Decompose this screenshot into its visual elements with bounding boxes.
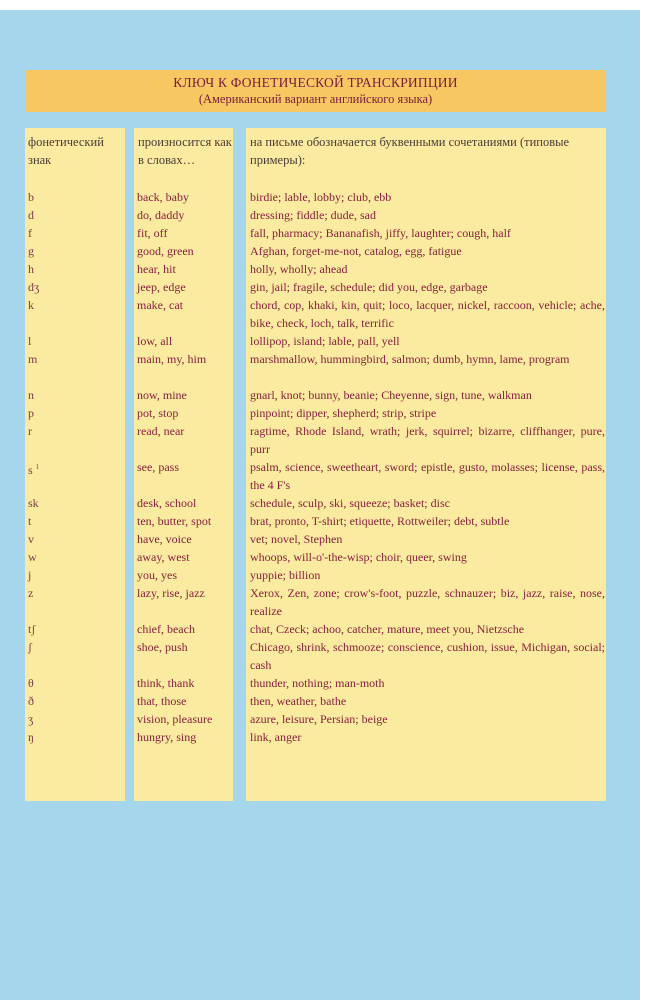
phonetic-symbol-text: θ xyxy=(28,676,34,690)
example-words: fit, off xyxy=(137,226,168,240)
example-words: read, near xyxy=(137,424,185,438)
phonetic-symbol xyxy=(28,710,33,728)
example-words: jeep, edge xyxy=(137,280,186,294)
page-header xyxy=(25,70,606,112)
spelling-examples: vet; novel, Stephen xyxy=(250,532,343,546)
spelling-examples: pinpoint; dipper, shepherd; strip, stripe xyxy=(250,406,437,420)
phonetic-symbol-text: p xyxy=(28,406,34,420)
phonetic-symbol-text: ʒ xyxy=(28,712,34,726)
phonetic-symbol-text: t xyxy=(28,514,32,528)
phonetic-symbol xyxy=(28,530,34,548)
phonetic-symbol-text: m xyxy=(28,352,38,366)
phonetic-symbol xyxy=(28,422,32,440)
spelling-examples: psalm, science, sweetheart, sword; epistle, gusto, molasses; license, pass, the 4 F's xyxy=(250,460,605,492)
symbol-column-header: фонетический знак xyxy=(28,135,104,167)
phonetic-symbol xyxy=(28,692,34,710)
phonetic-symbol-text: ŋ xyxy=(28,730,34,744)
phonetic-symbol-text: v xyxy=(28,532,34,546)
phonetic-symbol-text: w xyxy=(28,550,37,564)
spelling-examples: link, anger xyxy=(250,730,302,744)
phonetic-symbol-text: g xyxy=(28,244,34,258)
phonetic-symbol xyxy=(28,494,39,512)
example-words: now, mine xyxy=(137,388,187,402)
phonetic-symbol-text: ʃ xyxy=(28,640,32,654)
example-words: good, green xyxy=(137,244,194,258)
spelling-examples: thunder, nothing; man-moth xyxy=(250,676,385,690)
example-words: lazy, rise, jazz xyxy=(137,586,205,600)
page-subtitle: (Американский вариант английского языка) xyxy=(198,92,433,106)
page-title: КЛЮЧ К ФОНЕТИЧЕСКОЙ ТРАНСКРИПЦИИ xyxy=(173,75,458,90)
spelling-examples: gin, jail; fragile, schedule; did you, edge, garbage xyxy=(250,280,488,294)
example-words: shoe, push xyxy=(137,640,188,654)
example-words: pot, stop xyxy=(137,406,179,420)
spelling-examples: then, weather, bathe xyxy=(250,694,347,708)
spelling-examples: ragtime, Rhode Island, wrath; jerk, squirrel; bizarre, cliffhanger, pure, purr xyxy=(250,424,605,456)
example-words: do, daddy xyxy=(137,208,185,222)
example-words: have, voice xyxy=(137,532,192,546)
phonetic-symbol-text: z xyxy=(28,586,34,600)
phonetic-symbol-text: n xyxy=(28,388,34,402)
spelling-examples: fall, pharmacy; Bananafish, jiffy, laughter; cough, half xyxy=(250,226,511,240)
spelling-examples: Afghan, forget-me-not, catalog, egg, fatigue xyxy=(250,244,462,258)
example-words: hungry, sing xyxy=(137,730,197,744)
phonetic-symbol xyxy=(28,260,34,278)
phonetic-symbol-text: ð xyxy=(28,694,34,708)
phonetic-symbol-text: d xyxy=(28,208,34,222)
phonetic-symbol xyxy=(28,332,31,350)
spelling-examples: gnarl, knot; bunny, beanie; Cheyenne, sign, tune, walkman xyxy=(250,388,532,402)
phonetic-symbol-text: sk xyxy=(28,496,39,510)
spelling-examples: holly, wholly; ahead xyxy=(250,262,348,276)
phonetic-symbol xyxy=(28,638,32,656)
phonetic-symbol-text: r xyxy=(28,424,32,438)
spelling-examples: lollipop, island; lable, pall, yell xyxy=(250,334,400,348)
spelling-examples: whoops, will-o'-the-wisp; choir, queer, swing xyxy=(250,550,467,564)
phonetic-symbol-text: f xyxy=(28,226,32,240)
examples-column-header: произносится как в словах… xyxy=(138,135,232,167)
phonetic-symbol xyxy=(28,566,31,584)
phonetic-symbol xyxy=(28,548,37,566)
phonetic-symbol-text: l xyxy=(28,334,32,348)
example-words: main, my, him xyxy=(137,352,207,366)
spelling-examples: dressing; fiddle; dude, sad xyxy=(250,208,376,222)
phonetic-symbol xyxy=(28,386,34,404)
symbol-column-bg xyxy=(25,128,125,801)
example-words: desk, school xyxy=(137,496,197,510)
example-words: see, pass xyxy=(137,460,179,474)
example-words: away, west xyxy=(137,550,190,564)
spelling-examples: chord, cop, khaki, kin, quit; loco, lacquer, nickel, raccoon, vehicle; ache, bike, check, loch, talk, terrific xyxy=(250,298,605,330)
example-words: make, cat xyxy=(137,298,183,312)
spelling-examples: Xerox, Zen, zone; crow's-foot, puzzle, schnauzer; biz, jazz, raise, nose, realize xyxy=(250,586,605,618)
spelling-examples: schedule, sculp, ski, squeeze; basket; disc xyxy=(250,496,450,510)
phonetic-symbol xyxy=(28,242,34,260)
phonetic-symbol xyxy=(28,404,34,422)
phonetic-symbol xyxy=(28,224,32,242)
example-words: vision, pleasure xyxy=(137,712,213,726)
example-words: ten, butter, spot xyxy=(137,514,212,528)
example-words: think, thank xyxy=(137,676,195,690)
phonetic-symbol xyxy=(28,206,34,224)
phonetic-symbol-text: tʃ xyxy=(28,622,36,636)
phonetic-symbol xyxy=(28,512,31,530)
spelling-examples: brat, pronto, T-shirt; etiquette, Rottweiler; debt, subtle xyxy=(250,514,510,528)
phonetic-symbol xyxy=(28,296,34,314)
phonetic-symbol xyxy=(28,620,35,638)
phonetic-symbol-text: j xyxy=(28,568,32,582)
spelling-examples: azure, leisure, Persian; beige xyxy=(250,712,388,726)
footnote-marker: 1 xyxy=(35,463,40,471)
phonetic-symbol-text: h xyxy=(28,262,34,276)
example-words: chief, beach xyxy=(137,622,195,636)
phonetic-symbol xyxy=(28,278,39,296)
example-words: you, yes xyxy=(137,568,177,582)
spelling-examples: chat, Czeck; achoo, catcher, mature, meet you, Nietzsche xyxy=(250,622,525,636)
example-words: that, those xyxy=(137,694,187,708)
phonetic-symbol-text: dʒ xyxy=(28,280,40,294)
spelling-examples: marshmallow, hummingbird, salmon; dumb, hymn, lame, program xyxy=(250,352,570,366)
phonetic-symbol xyxy=(28,584,33,602)
example-words: low, all xyxy=(137,334,173,348)
spelling-examples: yuppie; billion xyxy=(250,568,321,582)
example-words: back, baby xyxy=(137,190,189,204)
spelling-examples: Chicago, shrink, schmooze; conscience, cushion, issue, Michigan, social; cash xyxy=(250,640,605,672)
phonetic-symbol xyxy=(28,350,37,368)
phonetic-symbol-text: s xyxy=(28,463,33,477)
phonetic-symbol xyxy=(28,188,34,206)
phonetic-symbol xyxy=(28,674,34,692)
spelling-examples: birdie; lable, lobby; club, ebb xyxy=(250,190,392,204)
phonetic-symbol xyxy=(28,458,39,479)
phonetic-symbol-text: b xyxy=(28,190,34,204)
phonetic-symbol-text: k xyxy=(28,298,34,312)
spellings-column-header: на письме обозначается буквенными сочетаниями (типовые примеры): xyxy=(250,135,570,167)
example-words: hear, hit xyxy=(137,262,176,276)
phonetic-symbol xyxy=(28,728,34,746)
